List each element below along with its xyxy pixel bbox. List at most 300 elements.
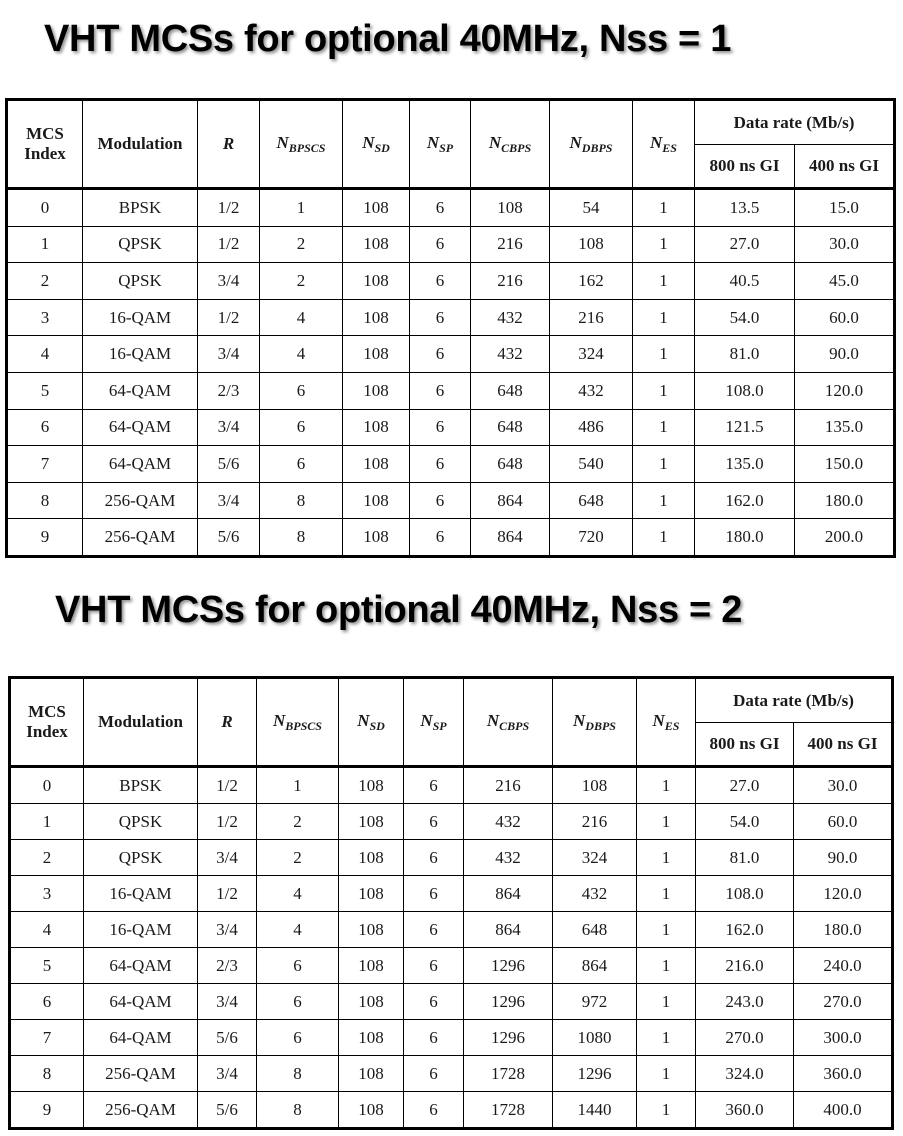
cell-nbpscs: 8 <box>260 482 343 519</box>
cell-ndbps: 540 <box>550 446 633 483</box>
cell-r: 1/2 <box>198 876 257 912</box>
cell-nsp: 6 <box>410 519 471 557</box>
table-row <box>10 948 893 984</box>
header-nbpscs-sub: BPSCS <box>285 718 322 733</box>
cell-ncbps: 864 <box>464 912 553 948</box>
cell-nsd: 108 <box>343 409 410 446</box>
cell-ncbps: 648 <box>471 372 550 409</box>
cell-r: 3/4 <box>198 263 260 300</box>
cell-r: 3/4 <box>198 482 260 519</box>
cell-r: 2/3 <box>198 948 257 984</box>
header-nbpscs-base: N <box>273 710 286 730</box>
header-nes <box>637 678 696 767</box>
cell-rate-800ns: 360.0 <box>696 1092 794 1129</box>
cell-ndbps: 324 <box>550 336 633 373</box>
header-ncbps-base: N <box>486 710 500 730</box>
cell-modulation: 256-QAM <box>84 1092 198 1129</box>
cell-nes: 1 <box>637 948 696 984</box>
header-data-rate: Data rate (Mb/s) <box>696 678 893 723</box>
header-nes-base: N <box>650 132 663 152</box>
header-400ns-gi: 400 ns GI <box>795 145 895 189</box>
cell-nbpscs: 2 <box>260 263 343 300</box>
cell-rate-400ns: 270.0 <box>794 984 893 1020</box>
table-row <box>7 482 895 519</box>
cell-modulation: 16-QAM <box>83 336 198 373</box>
cell-ndbps: 864 <box>553 948 637 984</box>
cell-rate-400ns: 60.0 <box>795 299 895 336</box>
cell-nsd: 108 <box>339 840 404 876</box>
cell-modulation: QPSK <box>84 840 198 876</box>
header-nbpscs <box>257 678 339 767</box>
cell-modulation: 64-QAM <box>83 372 198 409</box>
table-body <box>10 767 893 1129</box>
cell-nbpscs: 1 <box>257 767 339 804</box>
header-mcs-line1: MCS <box>26 124 64 143</box>
cell-nsp: 6 <box>404 876 464 912</box>
table-row <box>7 372 895 409</box>
table-row <box>7 299 895 336</box>
cell-r: 3/4 <box>198 984 257 1020</box>
cell-rate-400ns: 135.0 <box>795 409 895 446</box>
cell-modulation: 256-QAM <box>84 1056 198 1092</box>
cell-nsd: 108 <box>339 1020 404 1056</box>
header-ndbps-base: N <box>569 132 582 152</box>
table-row <box>7 226 895 263</box>
cell-ncbps: 432 <box>464 804 553 840</box>
cell-mcs-index: 7 <box>7 446 83 483</box>
header-ncbps-sub: CBPS <box>501 140 532 155</box>
cell-nbpscs: 1 <box>260 189 343 227</box>
cell-ncbps: 864 <box>471 519 550 557</box>
mcs-table-nss2-container <box>8 676 891 1130</box>
cell-rate-400ns: 120.0 <box>795 372 895 409</box>
cell-rate-800ns: 54.0 <box>696 804 794 840</box>
cell-ndbps: 1440 <box>553 1092 637 1129</box>
cell-ncbps: 864 <box>471 482 550 519</box>
cell-r: 5/6 <box>198 1092 257 1129</box>
cell-ndbps: 216 <box>553 804 637 840</box>
header-ncbps-sub: CBPS <box>499 718 530 733</box>
cell-nsp: 6 <box>404 948 464 984</box>
cell-rate-400ns: 400.0 <box>794 1092 893 1129</box>
table-row <box>7 336 895 373</box>
cell-mcs-index: 0 <box>7 189 83 227</box>
cell-r: 5/6 <box>198 446 260 483</box>
cell-modulation: BPSK <box>84 767 198 804</box>
cell-rate-800ns: 216.0 <box>696 948 794 984</box>
mcs-table-nss1-container <box>5 98 893 558</box>
cell-rate-400ns: 300.0 <box>794 1020 893 1056</box>
cell-nes: 1 <box>633 409 695 446</box>
cell-nbpscs: 8 <box>260 519 343 557</box>
cell-rate-800ns: 54.0 <box>695 299 795 336</box>
cell-nsp: 6 <box>410 446 471 483</box>
cell-nes: 1 <box>637 1056 696 1092</box>
mcs-table-nss1 <box>5 98 896 558</box>
cell-nsd: 108 <box>343 189 410 227</box>
table-row <box>10 1092 893 1129</box>
cell-mcs-index: 3 <box>7 299 83 336</box>
cell-modulation: 16-QAM <box>84 876 198 912</box>
cell-rate-400ns: 90.0 <box>795 336 895 373</box>
cell-modulation: QPSK <box>83 226 198 263</box>
cell-mcs-index: 3 <box>10 876 84 912</box>
cell-r: 1/2 <box>198 767 257 804</box>
cell-rate-800ns: 27.0 <box>695 226 795 263</box>
cell-ndbps: 1296 <box>553 1056 637 1092</box>
header-nes-sub: ES <box>664 718 680 733</box>
cell-nes: 1 <box>637 1020 696 1056</box>
cell-nsp: 6 <box>404 767 464 804</box>
cell-mcs-index: 0 <box>10 767 84 804</box>
header-400ns-gi: 400 ns GI <box>794 723 893 767</box>
cell-nsd: 108 <box>343 446 410 483</box>
cell-nsp: 6 <box>410 263 471 300</box>
cell-rate-400ns: 240.0 <box>794 948 893 984</box>
table-row <box>7 409 895 446</box>
header-nsd-sub: SD <box>369 718 385 733</box>
header-nbpscs-base: N <box>276 132 289 152</box>
cell-rate-400ns: 60.0 <box>794 804 893 840</box>
cell-mcs-index: 7 <box>10 1020 84 1056</box>
header-nbpscs <box>260 100 343 189</box>
cell-ncbps: 648 <box>471 446 550 483</box>
cell-nsd: 108 <box>343 336 410 373</box>
cell-mcs-index: 5 <box>10 948 84 984</box>
cell-nsp: 6 <box>404 1056 464 1092</box>
cell-mcs-index: 1 <box>7 226 83 263</box>
cell-rate-400ns: 150.0 <box>795 446 895 483</box>
cell-r: 3/4 <box>198 336 260 373</box>
cell-nsd: 108 <box>343 372 410 409</box>
cell-nes: 1 <box>633 189 695 227</box>
cell-ndbps: 216 <box>550 299 633 336</box>
cell-nsp: 6 <box>410 226 471 263</box>
cell-rate-400ns: 90.0 <box>794 840 893 876</box>
header-mcs-index <box>7 100 83 189</box>
header-nsp-base: N <box>426 132 440 152</box>
cell-rate-400ns: 180.0 <box>794 912 893 948</box>
table-row <box>7 189 895 227</box>
cell-rate-400ns: 360.0 <box>794 1056 893 1092</box>
table-header <box>10 678 893 767</box>
cell-ncbps: 1296 <box>464 1020 553 1056</box>
header-mcs-line2: Index <box>24 144 66 163</box>
cell-ndbps: 108 <box>553 767 637 804</box>
cell-modulation: 64-QAM <box>83 446 198 483</box>
cell-nbpscs: 6 <box>257 1020 339 1056</box>
header-nsp-base: N <box>420 710 433 730</box>
cell-nsd: 108 <box>339 1092 404 1129</box>
cell-modulation: BPSK <box>83 189 198 227</box>
cell-nsd: 108 <box>339 1056 404 1092</box>
cell-rate-400ns: 30.0 <box>795 226 895 263</box>
cell-mcs-index: 2 <box>7 263 83 300</box>
header-nsp <box>404 678 464 767</box>
cell-nes: 1 <box>637 984 696 1020</box>
cell-mcs-index: 4 <box>7 336 83 373</box>
cell-ncbps: 216 <box>464 767 553 804</box>
cell-ncbps: 432 <box>464 840 553 876</box>
cell-ndbps: 1080 <box>553 1020 637 1056</box>
cell-mcs-index: 6 <box>7 409 83 446</box>
cell-r: 1/2 <box>198 804 257 840</box>
cell-ncbps: 216 <box>471 226 550 263</box>
cell-ncbps: 432 <box>471 299 550 336</box>
cell-nbpscs: 4 <box>260 299 343 336</box>
cell-modulation: 256-QAM <box>83 519 198 557</box>
header-nsp-sub: SP <box>432 718 447 733</box>
cell-r: 5/6 <box>198 1020 257 1056</box>
cell-nsd: 108 <box>339 767 404 804</box>
mcs-table-nss2 <box>8 676 894 1130</box>
cell-nsd: 108 <box>339 876 404 912</box>
cell-nes: 1 <box>637 840 696 876</box>
table-header <box>7 100 895 189</box>
cell-nes: 1 <box>637 804 696 840</box>
cell-nbpscs: 6 <box>260 372 343 409</box>
cell-nes: 1 <box>633 299 695 336</box>
cell-modulation: QPSK <box>83 263 198 300</box>
cell-nsp: 6 <box>404 984 464 1020</box>
cell-mcs-index: 1 <box>10 804 84 840</box>
cell-rate-800ns: 13.5 <box>695 189 795 227</box>
header-ndbps-sub: DBPS <box>581 140 613 155</box>
cell-ncbps: 648 <box>471 409 550 446</box>
cell-nbpscs: 8 <box>257 1092 339 1129</box>
cell-r: 3/4 <box>198 840 257 876</box>
cell-mcs-index: 8 <box>7 482 83 519</box>
cell-nbpscs: 2 <box>257 804 339 840</box>
cell-mcs-index: 6 <box>10 984 84 1020</box>
cell-nbpscs: 6 <box>257 948 339 984</box>
cell-rate-800ns: 40.5 <box>695 263 795 300</box>
cell-ndbps: 324 <box>553 840 637 876</box>
cell-nes: 1 <box>633 446 695 483</box>
header-nsd <box>339 678 404 767</box>
header-ndbps-base: N <box>573 710 586 730</box>
cell-mcs-index: 8 <box>10 1056 84 1092</box>
cell-ndbps: 648 <box>553 912 637 948</box>
cell-nes: 1 <box>637 876 696 912</box>
header-nsd-sub: SD <box>374 140 390 155</box>
cell-nbpscs: 6 <box>260 409 343 446</box>
cell-r: 1/2 <box>198 299 260 336</box>
header-modulation: Modulation <box>83 100 198 189</box>
cell-ncbps: 1296 <box>464 984 553 1020</box>
cell-nsp: 6 <box>404 840 464 876</box>
header-r: R <box>198 678 257 767</box>
table-row <box>10 804 893 840</box>
cell-rate-800ns: 81.0 <box>695 336 795 373</box>
cell-nsp: 6 <box>404 1020 464 1056</box>
cell-ndbps: 486 <box>550 409 633 446</box>
cell-nsd: 108 <box>343 299 410 336</box>
cell-rate-400ns: 180.0 <box>795 482 895 519</box>
header-ncbps <box>464 678 553 767</box>
table-row <box>10 767 893 804</box>
cell-ncbps: 1728 <box>464 1092 553 1129</box>
cell-nsd: 108 <box>339 912 404 948</box>
cell-r: 5/6 <box>198 519 260 557</box>
header-800ns-gi: 800 ns GI <box>696 723 794 767</box>
header-ncbps <box>471 100 550 189</box>
cell-modulation: 64-QAM <box>84 984 198 1020</box>
cell-ncbps: 1728 <box>464 1056 553 1092</box>
cell-nsd: 108 <box>343 519 410 557</box>
cell-r: 1/2 <box>198 226 260 263</box>
cell-rate-400ns: 200.0 <box>795 519 895 557</box>
cell-nsp: 6 <box>410 482 471 519</box>
cell-nsp: 6 <box>410 189 471 227</box>
cell-mcs-index: 5 <box>7 372 83 409</box>
cell-r: 2/3 <box>198 372 260 409</box>
table-body <box>7 189 895 557</box>
cell-rate-800ns: 27.0 <box>696 767 794 804</box>
cell-nbpscs: 6 <box>260 446 343 483</box>
cell-ncbps: 216 <box>471 263 550 300</box>
cell-modulation: 64-QAM <box>84 1020 198 1056</box>
table-row <box>10 840 893 876</box>
cell-nsp: 6 <box>410 299 471 336</box>
cell-nes: 1 <box>633 482 695 519</box>
cell-nsd: 108 <box>343 226 410 263</box>
cell-mcs-index: 2 <box>10 840 84 876</box>
cell-ndbps: 972 <box>553 984 637 1020</box>
cell-modulation: 16-QAM <box>83 299 198 336</box>
header-nsp-sub: SP <box>439 140 454 155</box>
cell-r: 3/4 <box>198 1056 257 1092</box>
page-title-nss2: VHT MCSs for optional 40MHz, Nss = 2 <box>55 589 743 631</box>
cell-nsd: 108 <box>339 804 404 840</box>
cell-nsp: 6 <box>404 1092 464 1129</box>
cell-nsp: 6 <box>404 804 464 840</box>
header-800ns-gi: 800 ns GI <box>695 145 795 189</box>
cell-rate-800ns: 108.0 <box>695 372 795 409</box>
cell-nsp: 6 <box>404 912 464 948</box>
cell-nes: 1 <box>633 372 695 409</box>
header-mcs-index <box>10 678 84 767</box>
cell-ndbps: 108 <box>550 226 633 263</box>
table-row <box>7 446 895 483</box>
cell-r: 1/2 <box>198 189 260 227</box>
cell-rate-800ns: 180.0 <box>695 519 795 557</box>
header-nes-sub: ES <box>662 140 677 155</box>
cell-nsd: 108 <box>339 948 404 984</box>
cell-rate-800ns: 108.0 <box>696 876 794 912</box>
cell-nsp: 6 <box>410 336 471 373</box>
cell-nbpscs: 4 <box>257 912 339 948</box>
cell-modulation: 64-QAM <box>83 409 198 446</box>
cell-nsp: 6 <box>410 372 471 409</box>
cell-modulation: QPSK <box>84 804 198 840</box>
table-row <box>10 984 893 1020</box>
cell-nbpscs: 2 <box>257 840 339 876</box>
cell-ndbps: 432 <box>553 876 637 912</box>
header-modulation: Modulation <box>84 678 198 767</box>
cell-rate-800ns: 135.0 <box>695 446 795 483</box>
cell-rate-400ns: 120.0 <box>794 876 893 912</box>
cell-rate-800ns: 121.5 <box>695 409 795 446</box>
cell-nes: 1 <box>637 767 696 804</box>
cell-rate-400ns: 30.0 <box>794 767 893 804</box>
cell-ncbps: 108 <box>471 189 550 227</box>
table-row <box>10 912 893 948</box>
header-ndbps-sub: DBPS <box>585 718 616 733</box>
cell-modulation: 64-QAM <box>84 948 198 984</box>
header-nes <box>633 100 695 189</box>
header-nsp <box>410 100 471 189</box>
cell-modulation: 16-QAM <box>84 912 198 948</box>
cell-nbpscs: 6 <box>257 984 339 1020</box>
table-row <box>7 519 895 557</box>
header-data-rate: Data rate (Mb/s) <box>695 100 895 145</box>
cell-nes: 1 <box>633 263 695 300</box>
cell-nes: 1 <box>633 336 695 373</box>
header-ndbps <box>553 678 637 767</box>
cell-nbpscs: 8 <box>257 1056 339 1092</box>
cell-nbpscs: 4 <box>257 876 339 912</box>
header-nes-base: N <box>652 710 665 730</box>
cell-ndbps: 162 <box>550 263 633 300</box>
cell-rate-800ns: 270.0 <box>696 1020 794 1056</box>
cell-nes: 1 <box>633 519 695 557</box>
header-ndbps <box>550 100 633 189</box>
cell-nbpscs: 4 <box>260 336 343 373</box>
table-row <box>10 1020 893 1056</box>
header-nbpscs-sub: BPSCS <box>288 140 326 155</box>
cell-ndbps: 54 <box>550 189 633 227</box>
cell-nsd: 108 <box>343 482 410 519</box>
cell-rate-800ns: 162.0 <box>696 912 794 948</box>
cell-rate-800ns: 243.0 <box>696 984 794 1020</box>
cell-nsd: 108 <box>339 984 404 1020</box>
header-ncbps-base: N <box>488 132 502 152</box>
cell-r: 3/4 <box>198 912 257 948</box>
cell-ndbps: 648 <box>550 482 633 519</box>
cell-rate-800ns: 81.0 <box>696 840 794 876</box>
cell-nes: 1 <box>633 226 695 263</box>
cell-ncbps: 432 <box>471 336 550 373</box>
header-r: R <box>198 100 260 189</box>
table-row <box>10 1056 893 1092</box>
cell-ndbps: 720 <box>550 519 633 557</box>
cell-nes: 1 <box>637 1092 696 1129</box>
cell-modulation: 256-QAM <box>83 482 198 519</box>
header-nsd-base: N <box>362 132 375 152</box>
cell-mcs-index: 9 <box>7 519 83 557</box>
cell-nes: 1 <box>637 912 696 948</box>
cell-rate-800ns: 162.0 <box>695 482 795 519</box>
cell-rate-400ns: 45.0 <box>795 263 895 300</box>
cell-nbpscs: 2 <box>260 226 343 263</box>
header-nsd <box>343 100 410 189</box>
table-row <box>10 876 893 912</box>
cell-nsd: 108 <box>343 263 410 300</box>
cell-rate-400ns: 15.0 <box>795 189 895 227</box>
cell-r: 3/4 <box>198 409 260 446</box>
cell-nsp: 6 <box>410 409 471 446</box>
cell-rate-800ns: 324.0 <box>696 1056 794 1092</box>
header-mcs-line2: Index <box>26 722 68 741</box>
cell-ncbps: 864 <box>464 876 553 912</box>
cell-ncbps: 1296 <box>464 948 553 984</box>
cell-ndbps: 432 <box>550 372 633 409</box>
page-title-nss1: VHT MCSs for optional 40MHz, Nss = 1 <box>44 18 732 60</box>
header-mcs-line1: MCS <box>28 702 66 721</box>
table-row <box>7 263 895 300</box>
cell-mcs-index: 4 <box>10 912 84 948</box>
